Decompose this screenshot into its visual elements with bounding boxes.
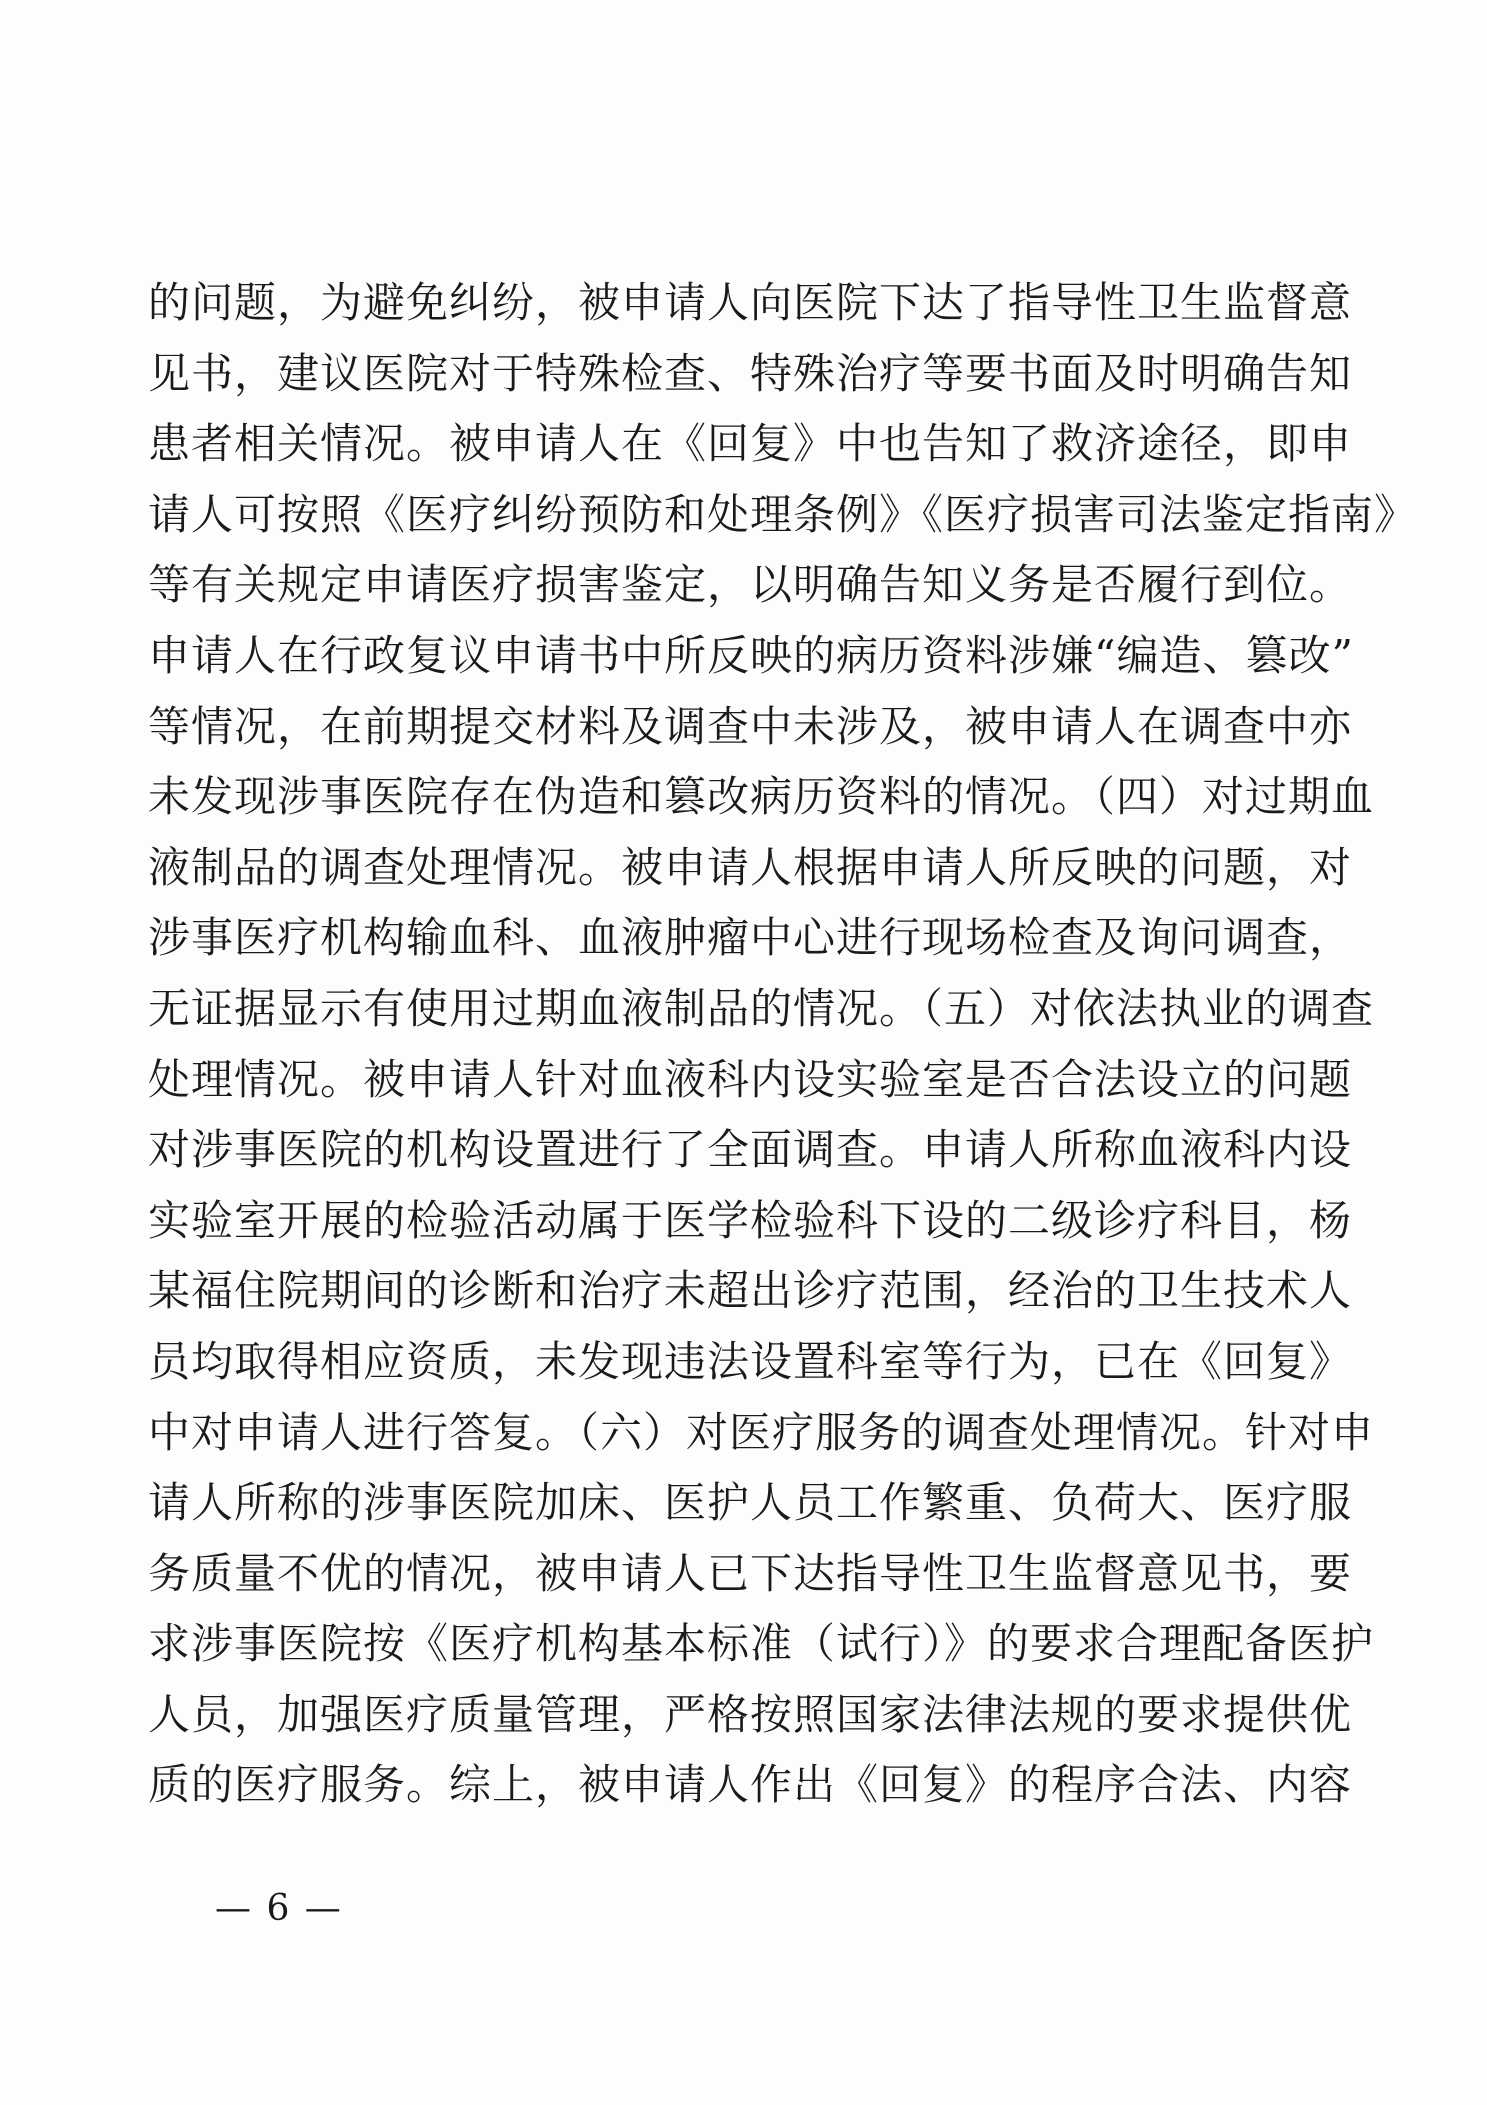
text-line: 患者相关情况。被申请人在《回复》中也告知了救济途径，即申 bbox=[148, 419, 1353, 469]
page-number: — 6 — bbox=[215, 1888, 343, 1929]
text-line: 见书，建议医院对于特殊检查、特殊治疗等要书面及时明确告知 bbox=[148, 348, 1353, 398]
text-line: 某福住院期间的诊断和治疗未超出诊疗范围，经治的卫生技术人 bbox=[148, 1266, 1353, 1316]
text-line: 无证据显示有使用过期血液制品的情况。（五）对依法执业的调查 bbox=[148, 983, 1375, 1033]
text-line: 未发现涉事医院存在伪造和篡改病历资料的情况。（四）对过期血 bbox=[148, 772, 1375, 822]
text-line: 人员，加强医疗质量管理，严格按照国家法律法规的要求提供优 bbox=[148, 1689, 1353, 1739]
text-line: 中对申请人进行答复。（六）对医疗服务的调查处理情况。针对申 bbox=[148, 1407, 1375, 1457]
text-line: 处理情况。被申请人针对血液科内设实验室是否合法设立的问题 bbox=[148, 1054, 1353, 1104]
text-line: 涉事医疗机构输血科、血液肿瘤中心进行现场检查及询问调查， bbox=[148, 913, 1353, 963]
body-text bbox=[148, 268, 1418, 1821]
text-line: 员均取得相应资质，未发现违法设置科室等行为，已在《回复》 bbox=[148, 1336, 1353, 1386]
text-line: 请人可按照《医疗纠纷预防和处理条例》《医疗损害司法鉴定指南》 bbox=[148, 489, 1418, 539]
text-line: 质的医疗服务。综上，被申请人作出《回复》的程序合法、内容 bbox=[148, 1760, 1353, 1810]
text-line: 求涉事医院按《医疗机构基本标准（试行）》的要求合理配备医护 bbox=[148, 1619, 1375, 1669]
text-line: 的问题，为避免纠纷，被申请人向医院下达了指导性卫生监督意 bbox=[148, 278, 1353, 327]
text-line: 对涉事医院的机构设置进行了全面调查。申请人所称血液科内设 bbox=[148, 1125, 1353, 1175]
text-line: 实验室开展的检验活动属于医学检验科下设的二级诊疗科目，杨 bbox=[148, 1195, 1353, 1245]
text-line: 等有关规定申请医疗损害鉴定，以明确告知义务是否履行到位。 bbox=[148, 560, 1353, 610]
text-line: 务质量不优的情况，被申请人已下达指导性卫生监督意见书，要 bbox=[148, 1548, 1353, 1598]
text-line: 申请人在行政复议申请书中所反映的病历资料涉嫌“编造、篡改” bbox=[148, 630, 1354, 680]
text-line: 等情况，在前期提交材料及调查中未涉及，被申请人在调查中亦 bbox=[148, 701, 1353, 751]
text-line: 请人所称的涉事医院加床、医护人员工作繁重、负荷大、医疗服 bbox=[148, 1478, 1353, 1528]
text-line: 液制品的调查处理情况。被申请人根据申请人所反映的问题，对 bbox=[148, 842, 1353, 892]
